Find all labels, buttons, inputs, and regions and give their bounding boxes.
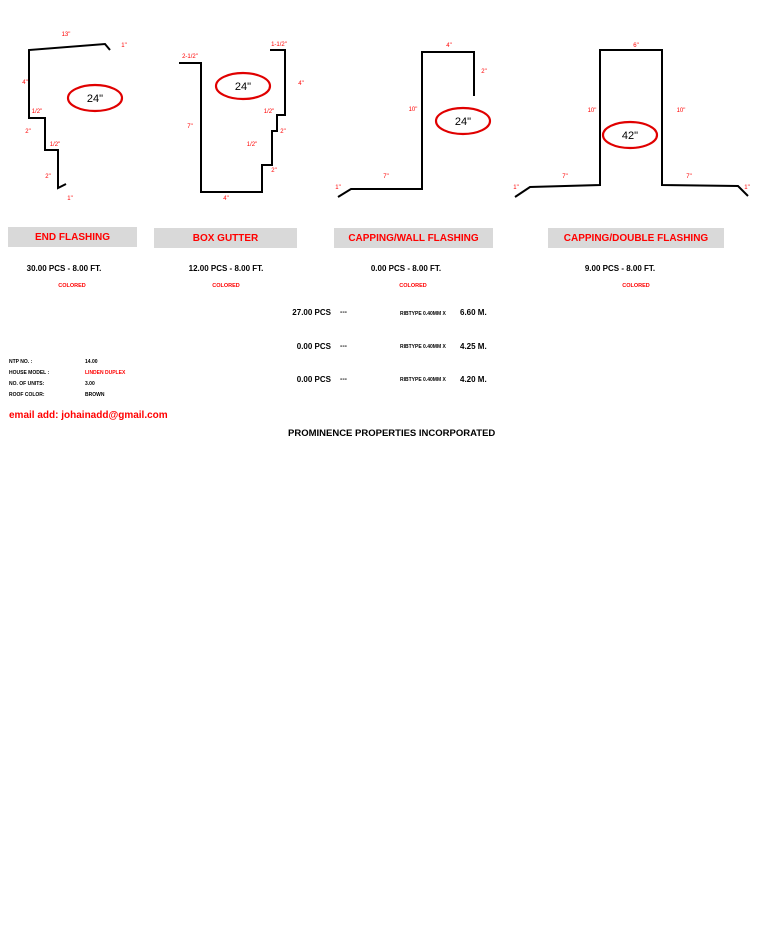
dim-label: 7" [562,174,568,180]
info-value-units: 3.00 [85,381,95,387]
box-gutter-title: BOX GUTTER [154,228,297,248]
capping-wall-qty: 0.00 PCS - 8.00 FT. [370,264,442,273]
dim-label: 7" [686,174,692,180]
dim-label: 2" [280,129,286,135]
end-flashing-finish: COLORED [58,283,86,289]
dim-label: 4" [223,196,229,202]
info-value-house-model: LINDEN DUPLEX [85,370,126,376]
capping-wall-title: CAPPING/WALL FLASHING [334,228,493,248]
dim-label: 1-1/2" [271,42,287,48]
end-flashing-profile [22,32,126,202]
dim-label: 7" [383,174,389,180]
ribtype-pcs: 27.00 PCS [292,308,331,317]
dim-label: 2-1/2" [182,54,198,60]
dim-label: 2" [45,174,51,180]
capping-wall-profile [335,43,490,197]
dim-label: 10" [676,108,686,114]
box-gutter-qty: 12.00 PCS - 8.00 FT. [188,264,264,273]
dim-label: 4" [298,81,304,87]
info-value-ntp: 14.00 [85,359,98,365]
ribtype-length: 6.60 M. [460,308,487,317]
dim-label: 2" [271,168,277,174]
ribtype-spec: RIBTYPE 0.40MM X [400,377,446,383]
ribtype-spec: RIBTYPE 0.40MM X [400,311,446,317]
dim-label: 13" [61,32,71,38]
dim-label: 1" [335,185,341,191]
ribtype-length: 4.20 M. [460,375,487,384]
dim-label: 7" [187,124,193,130]
capping-double-oval-label: 42" [621,130,639,142]
ribtype-pcs: 0.00 PCS [296,375,331,384]
end-flashing-qty: 30.00 PCS - 8.00 FT. [26,264,102,273]
dim-label: 1/2" [263,109,275,115]
dim-label: 6" [633,43,639,49]
info-value-roof-color: BROWN [85,392,105,398]
capping-wall-oval-label: 24" [454,116,472,128]
capping-double-finish: COLORED [622,283,650,289]
info-label-units: NO. OF UNITS: [9,381,45,387]
dim-label: 1" [67,196,73,202]
capping-wall-finish: COLORED [399,283,427,289]
dim-label: 10" [408,107,418,113]
end-flashing-oval-label: 24" [86,93,104,105]
dim-label: 4" [446,43,452,49]
dim-label: 1" [121,43,127,49]
ribtype-dash: --- [340,376,347,383]
capping-double-title: CAPPING/DOUBLE FLASHING [548,228,724,248]
dim-label: 1/2" [49,142,61,148]
box-gutter-oval-label: 24" [234,81,252,93]
info-label-house-model: HOUSE MODEL : [9,370,50,376]
ribtype-pcs: 0.00 PCS [296,342,331,351]
info-label-roof-color: ROOF COLOR: [9,392,45,398]
dim-label: 1/2" [31,109,43,115]
ribtype-dash: --- [340,309,347,316]
dim-label: 1" [744,185,750,191]
box-gutter-profile [179,42,304,202]
dim-label: 2" [25,129,31,135]
box-gutter-finish: COLORED [212,283,240,289]
info-label-ntp: NTP NO. : [9,359,33,365]
end-flashing-title: END FLASHING [8,227,137,247]
dim-label: 4" [22,80,28,86]
ribtype-spec: RIBTYPE 0.40MM X [400,344,446,350]
ribtype-length: 4.25 M. [460,342,487,351]
company-name: PROMINENCE PROPERTIES INCORPORATED [288,428,496,439]
dim-label: 1/2" [246,142,258,148]
dim-label: 1" [513,185,519,191]
capping-double-profile [513,43,749,197]
dim-label: 2" [481,69,487,75]
dim-label: 10" [587,108,597,114]
capping-double-qty: 9.00 PCS - 8.00 FT. [584,264,656,273]
email-address: email add: johainadd@gmail.com [9,410,168,421]
ribtype-dash: --- [340,343,347,350]
